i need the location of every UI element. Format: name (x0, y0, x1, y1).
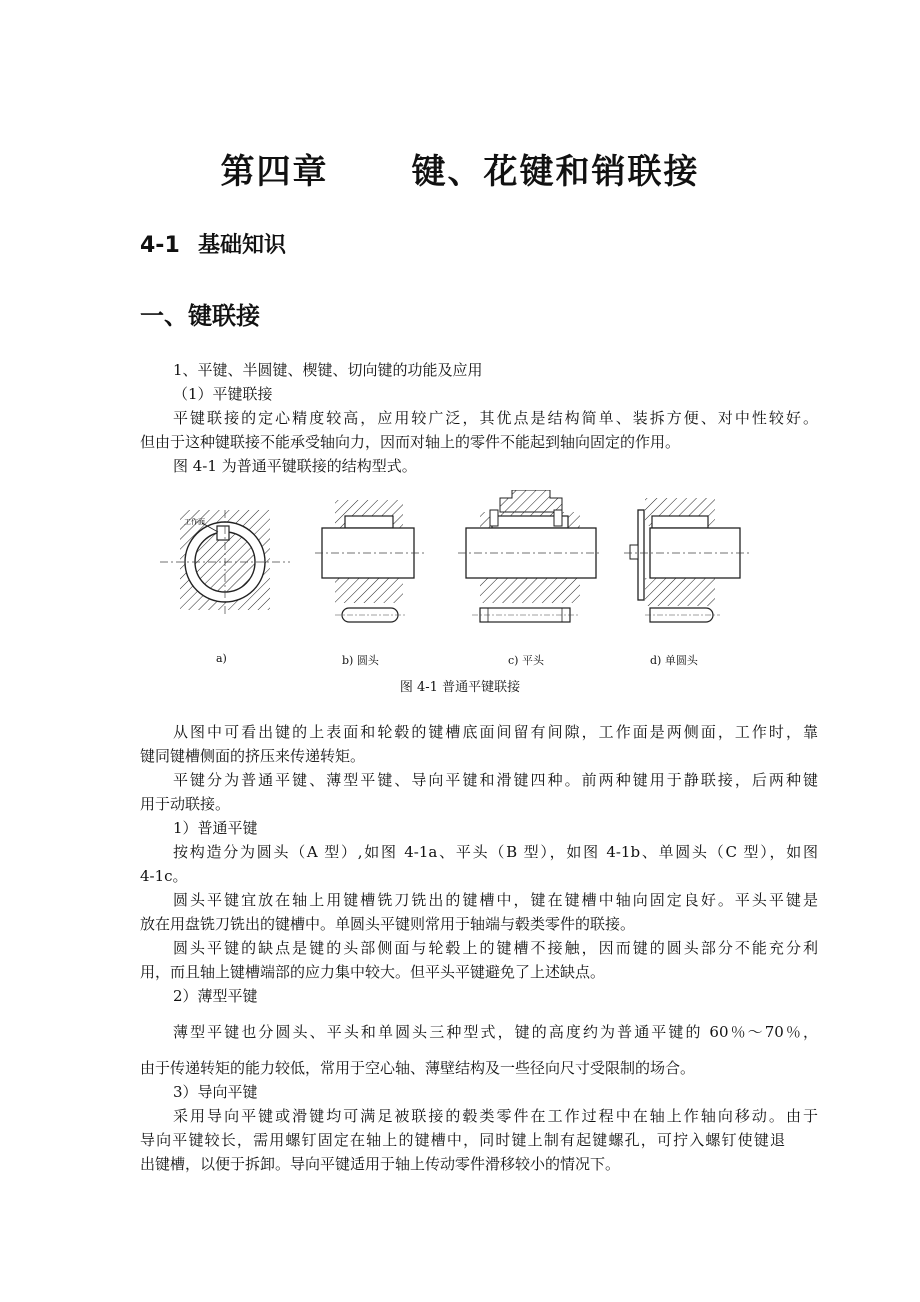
body-line: 导向平键较长，需用螺钉固定在轴上的键槽中，同时键上制有起键螺孔，可拧入螺钉使键退 (140, 1131, 785, 1149)
figure-d-single-round-head (624, 498, 750, 622)
body-line: 2）薄型平键 (173, 987, 258, 1005)
intro-line: （1）平键联接 (173, 385, 273, 403)
body-line: 由于传递转矩的能力较低，常用于空心轴、薄壁结构及一些径向尺寸受限制的场合。 (140, 1059, 696, 1077)
figure-b-round-head (315, 500, 425, 622)
body-line: 4-1c。 (140, 867, 188, 885)
figure-a-cross-section (160, 510, 290, 615)
intro-line: 图 4-1 为普通平键联接的结构型式。 (173, 457, 417, 475)
flat-key-figure (140, 490, 785, 700)
intro-line: 1、平键、半圆键、楔键、切向键的功能及应用 (173, 361, 483, 379)
body-line: 采用导向平键或滑键均可满足被联接的毂类零件在工作过程中在轴上作轴向移动。由于 (173, 1107, 818, 1125)
subsection-heading: 一、键联接 (140, 302, 260, 330)
figure-label-b: b) 圆头 (342, 654, 379, 667)
chapter-title: 第四章 键、花键和销联接 (220, 152, 700, 192)
figure-label-d: d) 单圆头 (650, 654, 698, 667)
figure-label-c: c) 平头 (508, 654, 544, 667)
body-line: 用于动联接。 (140, 795, 231, 813)
body-line: 放在用盘铣刀铣出的键槽中。单圆头平键则常用于轴端与毂类零件的联接。 (140, 915, 636, 933)
body-line: 按构造分为圆头（A 型）,如图 4-1a、平头（B 型），如图 4-1b、单圆头（C 型），如图 (173, 843, 818, 861)
body-line: 圆头平键宜放在轴上用键槽铣刀铣出的键槽中，键在键槽中轴向固定良好。平头平键是 (173, 891, 818, 909)
body-line: 平键分为普通平键、薄型平键、导向平键和滑键四种。前两种键用于静联接，后两种键 (173, 771, 818, 789)
body-line: 从图中可看出键的上表面和轮毂的键槽底面间留有间隙，工作面是两侧面，工作时，靠 (173, 723, 818, 741)
figure-caption: 图 4-1 普通平键联接 (399, 680, 521, 695)
workface-label: 工作面 (184, 518, 205, 526)
section-heading (140, 228, 286, 259)
intro-line: 平键联接的定心精度较高，应用较广泛，其优点是结构简单、装拆方便、对中性较好。 (173, 409, 818, 427)
figure-c-flat-head (458, 490, 602, 622)
body-line: 1）普通平键 (173, 819, 258, 837)
body-line: 出键槽，以便于拆卸。导向平键适用于轴上传动零件滑移较小的情况下。 (140, 1155, 621, 1173)
body-line: 3）导向平键 (173, 1083, 258, 1101)
body-line: 薄型平键也分圆头、平头和单圆头三种型式，键的高度约为普通平键的 60％～70％， (173, 1023, 818, 1041)
section-number: 4-1 (140, 233, 180, 258)
figure-label-a: a) (216, 652, 227, 665)
body-line: 圆头平键的缺点是键的头部侧面与轮毂上的键槽不接触，因而键的圆头部分不能充分利 (173, 939, 818, 957)
body-line: 键同键槽侧面的挤压来传递转矩。 (140, 747, 366, 765)
body-line: 用，而且轴上键槽端部的应力集中较大。但平头平键避免了上述缺点。 (140, 963, 606, 981)
intro-line: 但由于这种键联接不能承受轴向力，因而对轴上的零件不能起到轴向固定的作用。 (140, 433, 681, 451)
section-title: 基础知识 (198, 233, 287, 258)
